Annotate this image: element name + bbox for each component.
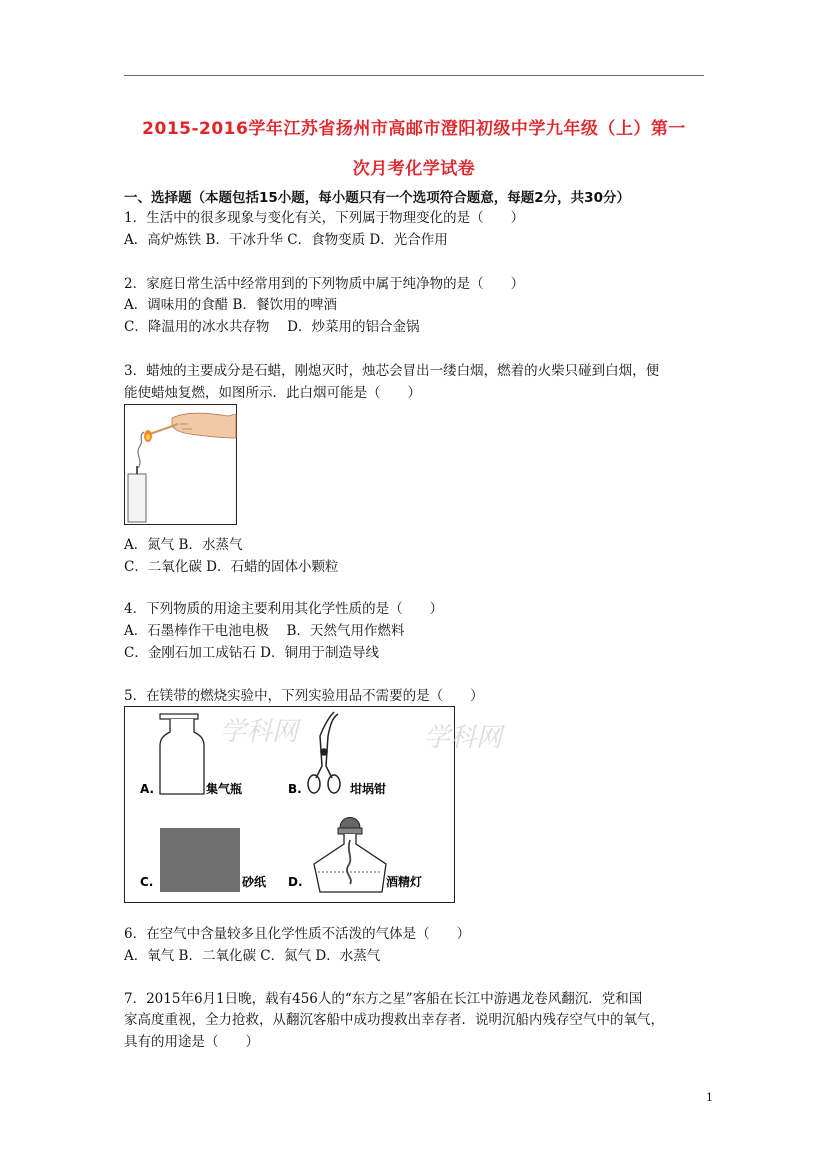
section-heading: 一、选择题（本题包括15小题，每小题只有一个选项符合题意，每题2分，共30分） — [124, 190, 630, 206]
watermark-left: 学科网 — [220, 717, 299, 747]
q4-options-ab: A．石墨棒作干电池电极 B．天然气用作燃料 — [124, 623, 405, 639]
q2-options-cd: C．降温用的冰水共存物 D．炒菜用的铝合金锅 — [124, 319, 420, 335]
q3-options-ab: A．氮气 B．水蒸气 — [124, 537, 243, 553]
exam-title-line-1: 2015-2016学年江苏省扬州市高邮市澄阳初级中学九年级（上）第一 — [142, 119, 686, 139]
q4-options-cd: C．金刚石加工成钻石 D．铜用于制造导线 — [124, 645, 379, 661]
option-d-label: 酒精灯 — [386, 875, 423, 889]
q7-stem-line-3: 具有的用途是（ ） — [124, 1034, 259, 1050]
q7-stem-line-1: 7．2015年6月1日晚，载有456人的“东方之星”客船在长江中游遇龙卷风翻沉．党和国 — [124, 991, 643, 1007]
header-rule — [124, 75, 704, 76]
q3-stem-line-1: 3．蜡烛的主要成分是石蜡，刚熄灭时，烛芯会冒出一缕白烟，燃着的火柴只碰到白烟，便 — [124, 363, 660, 379]
q3-options-cd: C．二氧化碳 D．石蜡的固体小颗粒 — [124, 559, 339, 575]
option-d-letter: D. — [288, 875, 303, 889]
q2-stem: 2．家庭日常生活中经常用到的下列物质中属于纯净物的是（ ） — [124, 276, 525, 292]
q2-options-ab: A．调味用的食醋 B．餐饮用的啤酒 — [124, 297, 337, 313]
q1-options: A．高炉炼铁 B．干冰升华 C．食物变质 D．光合作用 — [124, 232, 448, 248]
lab-equipment-figure — [124, 706, 503, 904]
q3-stem-line-2: 能使蜡烛复燃，如图所示．此白烟可能是（ ） — [124, 385, 421, 401]
sandpaper — [160, 828, 240, 892]
watermark-right: 学科网 — [424, 723, 503, 753]
page-number: 1 — [706, 1091, 713, 1104]
q6-stem: 6．在空气中含量较多且化学性质不活泼的气体是（ ） — [124, 926, 471, 942]
q7-stem-line-2: 家高度重视，全力抢救，从翻沉客船中成功搜救出幸存者．说明沉船内残存空气中的氧气， — [124, 1012, 664, 1028]
candle-smoke-figure — [124, 404, 239, 526]
q1-stem: 1．生活中的很多现象与变化有关，下列属于物理变化的是（ ） — [124, 210, 525, 226]
exam-title-line-2: 次月考化学试卷 — [352, 159, 476, 179]
option-c-letter: C. — [140, 875, 154, 889]
q6-options: A．氧气 B．二氧化碳 C．氮气 D．水蒸气 — [124, 948, 381, 964]
option-a-letter: A. — [140, 782, 155, 796]
candle — [128, 474, 146, 522]
q4-stem: 4．下列物质的用途主要利用其化学性质的是（ ） — [124, 601, 444, 617]
q5-stem: 5．在镁带的燃烧实验中，下列实验用品不需要的是（ ） — [124, 688, 484, 704]
option-b-label: 坩埚钳 — [350, 782, 387, 796]
option-b-letter: B. — [288, 782, 302, 796]
option-a-label: 集气瓶 — [206, 782, 243, 796]
option-c-label: 砂纸 — [242, 875, 267, 889]
